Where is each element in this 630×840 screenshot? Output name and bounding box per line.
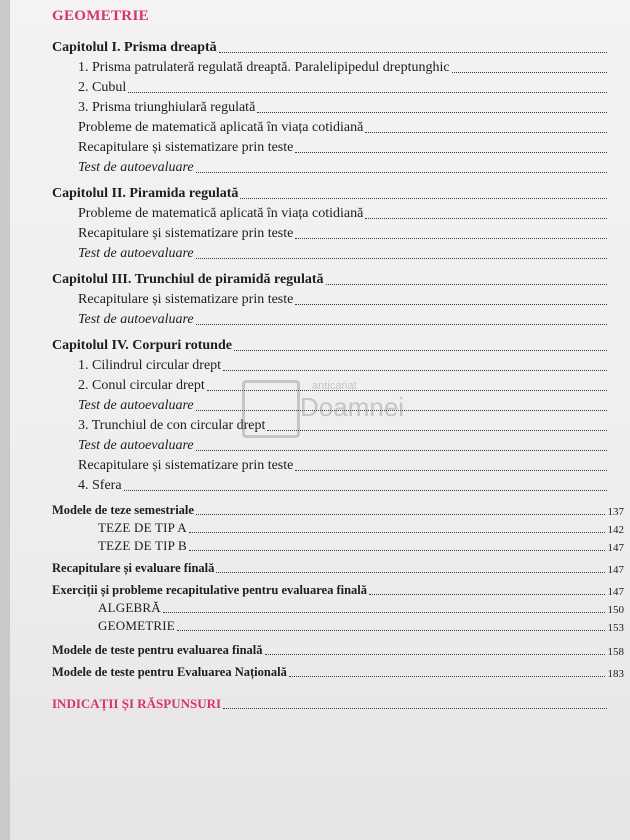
toc-entry	[10, 158, 630, 176]
toc-entry	[10, 476, 630, 494]
toc-entry	[10, 662, 630, 680]
dot-leader	[196, 450, 607, 451]
toc-entry-label: Test de autoevaluare	[78, 246, 194, 261]
dot-leader	[189, 550, 605, 551]
dot-leader	[196, 258, 607, 259]
dot-leader	[257, 112, 607, 113]
toc-entry	[10, 138, 630, 156]
dot-leader	[234, 350, 607, 351]
dot-leader	[295, 304, 607, 305]
toc-entry-page: 150	[607, 604, 624, 616]
dot-leader	[265, 654, 605, 655]
toc-entry-label: Recapitulare și sistematizare prin teste	[78, 140, 294, 155]
toc-entry-label: Modele de teste pentru Evaluarea Națională	[52, 665, 287, 679]
toc-entry-page: 147	[607, 542, 624, 554]
toc-entry-label: 2. Conul circular drept	[78, 378, 205, 393]
dot-leader	[295, 152, 607, 153]
toc-entry	[10, 204, 630, 222]
toc-entry	[10, 184, 630, 202]
watermark-main-text: Doamnei	[300, 392, 405, 422]
dot-leader	[295, 470, 607, 471]
toc-entry-label: INDICAȚII ȘI RĂSPUNSURI	[52, 696, 222, 711]
dot-leader	[365, 132, 607, 133]
toc-entry-label: TEZE DE TIP A	[98, 520, 187, 535]
toc-entry-label: 4. Sfera	[78, 478, 122, 493]
toc-entry	[10, 270, 630, 288]
toc-entry-label: Capitolul IV. Corpuri rotunde	[52, 338, 232, 353]
toc-entry-label: GEOMETRIE	[98, 618, 175, 633]
toc-entry-label: 3. Trunchiul de con circular drept	[78, 418, 266, 433]
watermark	[242, 380, 412, 440]
dot-leader	[452, 72, 607, 73]
toc-entry	[10, 616, 630, 634]
toc-entry	[10, 224, 630, 242]
toc-entry	[10, 58, 630, 76]
dot-leader	[163, 612, 605, 613]
toc-entry-page: 183	[607, 668, 624, 680]
toc-entry	[10, 456, 630, 474]
toc-entry-label: 2. Cubul	[78, 80, 127, 95]
toc-entry	[10, 580, 630, 598]
toc-entry-label: Recapitulare și sistematizare prin teste	[78, 292, 294, 307]
toc-entry-page: 137	[607, 506, 624, 518]
book-page	[10, 0, 630, 840]
toc-entry-label: Test de autoevaluare	[78, 438, 194, 453]
dot-leader	[223, 370, 607, 371]
toc-entry-page: 158	[607, 646, 624, 658]
toc-entry-label: Test de autoevaluare	[78, 160, 194, 175]
watermark-logo-icon	[242, 380, 300, 438]
toc-entry-label: 1. Cilindrul circular drept	[78, 358, 222, 373]
toc-entry-label: Test de autoevaluare	[78, 398, 194, 413]
dot-leader	[124, 490, 607, 491]
toc-entry	[10, 694, 630, 712]
toc-entry	[10, 500, 630, 518]
toc-entry	[10, 356, 630, 374]
toc-entry-label: Modele de teste pentru evaluarea finală	[52, 643, 263, 657]
toc-entry	[10, 536, 630, 554]
toc-entry	[10, 118, 630, 136]
toc-entry-label: Test de autoevaluare	[78, 312, 194, 327]
toc-entry-label: Recapitulare și sistematizare prin teste	[78, 458, 294, 473]
dot-leader	[365, 218, 607, 219]
toc-entry	[10, 38, 630, 56]
toc-entry-label: Probleme de matematică aplicată în viața cotidiană	[78, 120, 364, 135]
dot-leader	[295, 238, 607, 239]
toc-entry	[10, 310, 630, 328]
dot-leader	[128, 92, 607, 93]
toc-entry-label: Capitolul III. Trunchiul de piramidă regulată	[52, 272, 324, 287]
toc-entry	[10, 290, 630, 308]
dot-leader	[189, 532, 605, 533]
toc-entry-label: Recapitulare și sistematizare prin teste	[78, 226, 294, 241]
toc-entry	[10, 598, 630, 616]
section-title: GEOMETRIE	[52, 8, 149, 24]
toc-entry-page: 153	[607, 622, 624, 634]
toc-entry	[10, 244, 630, 262]
toc-entry	[10, 640, 630, 658]
dot-leader	[196, 172, 607, 173]
dot-leader	[326, 284, 608, 285]
toc-entry	[10, 336, 630, 354]
toc-entry-label: Exerciții și probleme recapitulative pentru evaluarea finală	[52, 583, 368, 597]
dot-leader	[216, 572, 604, 573]
toc-entry-label: TEZE DE TIP B	[98, 538, 187, 553]
dot-leader	[196, 324, 607, 325]
toc-entry-page: 147	[607, 564, 624, 576]
toc-entry	[10, 98, 630, 116]
dot-leader	[240, 198, 607, 199]
dot-leader	[369, 594, 604, 595]
toc-entry-label: Modele de teze semestriale	[52, 503, 194, 517]
toc-entry-label: ALGEBRĂ	[98, 600, 161, 615]
toc-entry	[10, 558, 630, 576]
toc-entry-page: 142	[607, 524, 624, 536]
watermark-top-text: anticariat	[312, 380, 357, 392]
dot-leader	[196, 514, 605, 515]
toc-entry-label: Recapitulare și evaluare finală	[52, 561, 215, 575]
toc-entry-label: Probleme de matematică aplicată în viața cotidiană	[78, 206, 364, 221]
toc-entry	[10, 78, 630, 96]
dot-leader	[289, 676, 605, 677]
toc-entry-label: 1. Prisma patrulateră regulată dreaptă. Paralelipipedul dreptunghic	[78, 60, 450, 75]
toc-entry-label: Capitolul II. Piramida regulată	[52, 186, 239, 201]
toc-entry-page: 147	[607, 586, 624, 598]
toc-entry	[10, 518, 630, 536]
toc-entry-label: Capitolul I. Prisma dreaptă	[52, 40, 217, 55]
dot-leader	[223, 708, 607, 709]
dot-leader	[177, 630, 605, 631]
dot-leader	[219, 52, 607, 53]
toc-entry-label: 3. Prisma triunghiulară regulată	[78, 100, 256, 115]
